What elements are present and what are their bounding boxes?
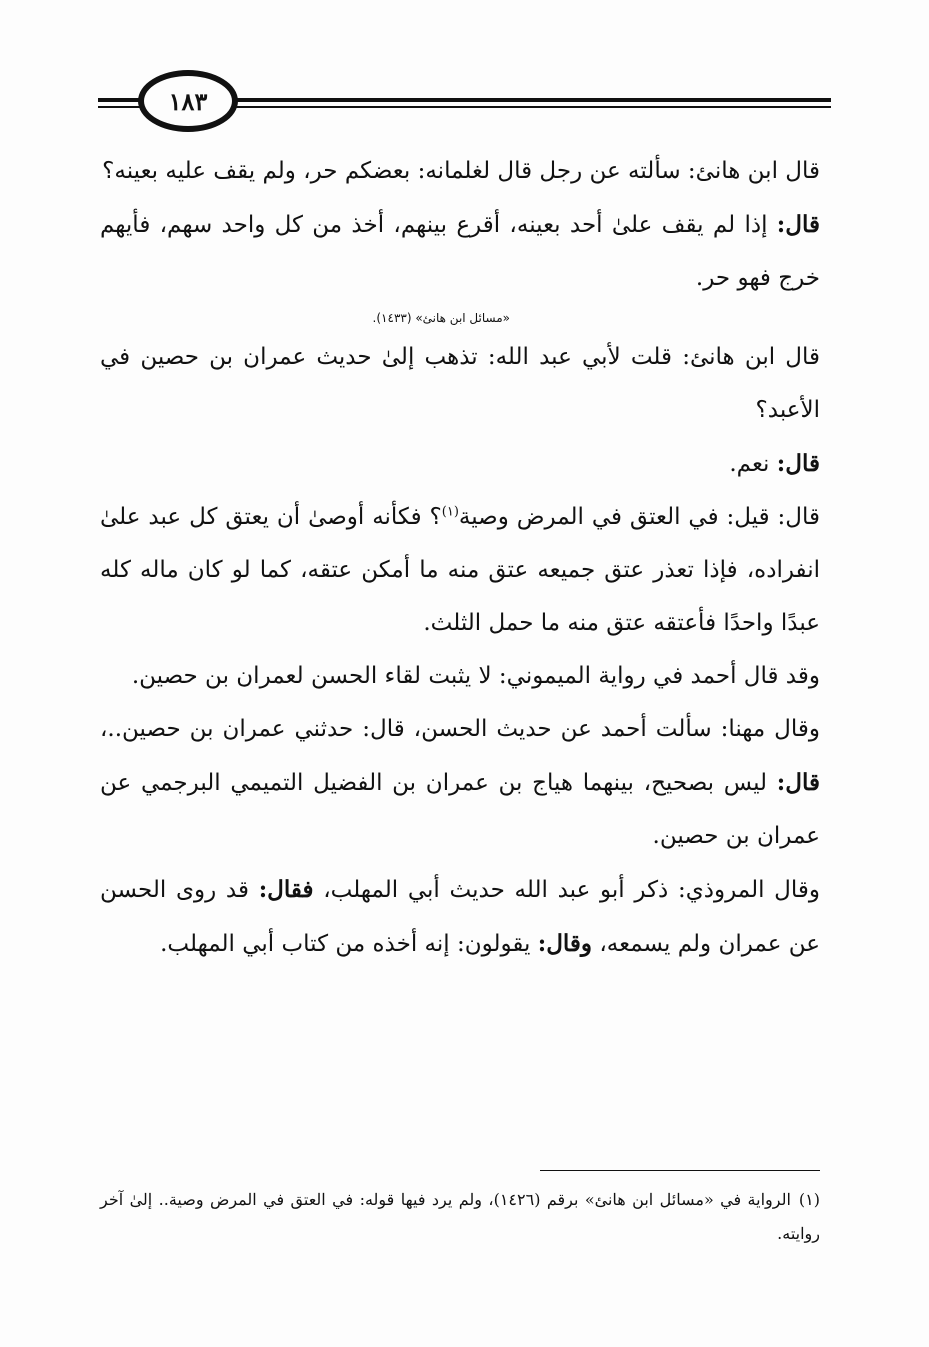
citation-text: «مسائل ابن هانئ» (١٤٣٣). [372,311,510,325]
footnote [100,1183,820,1251]
paragraph-text: قال ابن هانئ: سألته عن رجل قال لغلمانه: بعضكم حر، ولم يقف عليه بعينه؟ [102,158,820,184]
paragraph-text: وقال المروذي: ذكر أبو عبد الله حديث أبي المهلب، [313,877,820,903]
page-body [100,145,820,971]
page-header [98,62,831,142]
paragraph [100,331,820,437]
page-number: ١٨٣ [168,86,208,116]
paragraph-text-continued: قد روى الحسن عن عمران ولم يسمعه، [100,877,820,957]
keyword-qala: قال: [776,450,820,477]
keyword-qala: قال: [776,769,820,796]
paragraph-text-end: يقولون: إنه أخذه من كتاب أبي المهلب. [160,931,538,957]
keyword-waqala: وقال: [537,930,593,957]
footnote-number: (١) [798,1190,821,1209]
paragraph-text-continued: ليس بصحيح، بينهما هياج بن عمران بن الفضيل التميمي البرجمي عن عمران بن حصين. [100,770,820,849]
footnote-reference[interactable]: (١) [441,504,459,520]
footnote-separator [540,1170,820,1171]
paragraph [100,198,820,305]
paragraph [100,491,820,650]
page-number-badge [138,70,238,132]
paragraph-text: قال: قيل: في العتق في المرض وصية [458,504,820,530]
paragraph-text: وقال مهنا: سألت أحمد عن حديث الحسن، قال: حدثني عمران بن حصين..، [100,716,820,742]
paragraph-text: إذا لم يقف علىٰ أحد بعينه، أقرع بينهم، أخذ من كل واحد سهم، فأيهم خرج فهو حر. [100,212,820,291]
paragraph [100,703,820,863]
keyword-faqala: فقال: [258,876,314,903]
paragraph-text: وقد قال أحمد في رواية الميموني: لا يثبت لقاء الحسن لعمران بن حصين. [131,663,820,689]
paragraph [100,145,820,198]
citation [100,305,820,331]
paragraph-text: قال ابن هانئ: قلت لأبي عبد الله: تذهب إلىٰ حديث عمران بن حصين في الأعبد؟ [100,344,820,423]
keyword-qala: قال: [776,211,820,238]
paragraph-text-continued: ؟ فكأنه أوصىٰ أن يعتق كل عبد علىٰ انفراده، فإذا تعذر عتق جميعه عتق منه ما أمكن عتقه، كما لو كان ماله كله عبدًا واحدًا فأعتقه عتق منه ما حمل الثلث. [100,504,820,636]
footnote-text: الرواية في «مسائل ابن هانئ» برقم (١٤٢٦)، ولم يرد فيها قوله: في العتق في المرض وصية.. إلىٰ آخر روايته. [100,1190,820,1243]
paragraph [100,437,820,491]
paragraph-text: نعم. [729,451,777,477]
paragraph [100,650,820,703]
paragraph [100,863,820,971]
